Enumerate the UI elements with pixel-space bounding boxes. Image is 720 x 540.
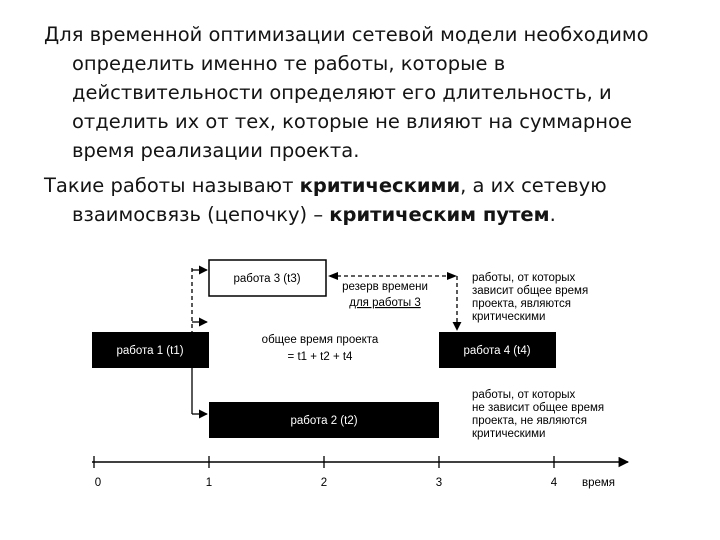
note-critical-line-4: критическими — [472, 311, 546, 323]
p2-part3: . — [549, 203, 556, 226]
task-4-label: работа 4 (t4) — [463, 345, 531, 357]
p2-bold-critical: критическими — [299, 174, 461, 197]
note-noncritical-line-4: критическими — [472, 428, 546, 440]
total-time-label-1: общее время проекта — [261, 334, 379, 346]
axis-label: время — [582, 477, 616, 489]
p2-part2: , а их сетевую взаимосвязь (цепочку) – — [72, 174, 607, 226]
task-1-label: работа 1 (t1) — [116, 345, 184, 357]
axis-tick-label-0: 0 — [94, 477, 102, 489]
axis-tick-label-1: 1 — [205, 477, 213, 489]
note-critical — [472, 272, 588, 323]
note-noncritical-line-3: проекта, не являются — [472, 415, 587, 427]
reserve-arrow-right-head — [447, 272, 457, 280]
axis-tick-label-3: 3 — [435, 477, 443, 489]
task-2-label: работа 2 (t2) — [290, 415, 358, 427]
task-3-label: работа 3 (t3) — [233, 273, 301, 285]
total-time-label-2: = t1 + t2 + t4 — [287, 351, 353, 363]
p2-bold-critical-path: критическим путем — [329, 203, 550, 226]
note-critical-line-1: работы, от которых — [472, 272, 576, 284]
reserve-label-1: резерв времени — [342, 281, 428, 293]
note-noncritical-line-1: работы, от которых — [472, 389, 576, 401]
paragraph-1: Для временной оптимизации сетевой модели необходимо определить именно те работы, которые в действительности определяют его длительность, и отделить их от тех, которые не влияют на суммарное время реализации проекта. — [44, 23, 649, 162]
note-noncritical-line-2: не зависит общее время — [472, 402, 605, 414]
axis-tick-label-2: 2 — [320, 477, 328, 489]
reserve-arrow-left-head — [328, 272, 338, 280]
note-noncritical — [472, 389, 604, 440]
note-critical-line-2: зависит общее время — [472, 285, 589, 297]
axis-tick-label-4: 4 — [550, 477, 558, 489]
note-critical-line-3: проекта, являются — [472, 298, 571, 310]
p2-part1: Такие работы называют — [44, 174, 300, 197]
reserve-label-2: для работы 3 — [349, 297, 421, 309]
